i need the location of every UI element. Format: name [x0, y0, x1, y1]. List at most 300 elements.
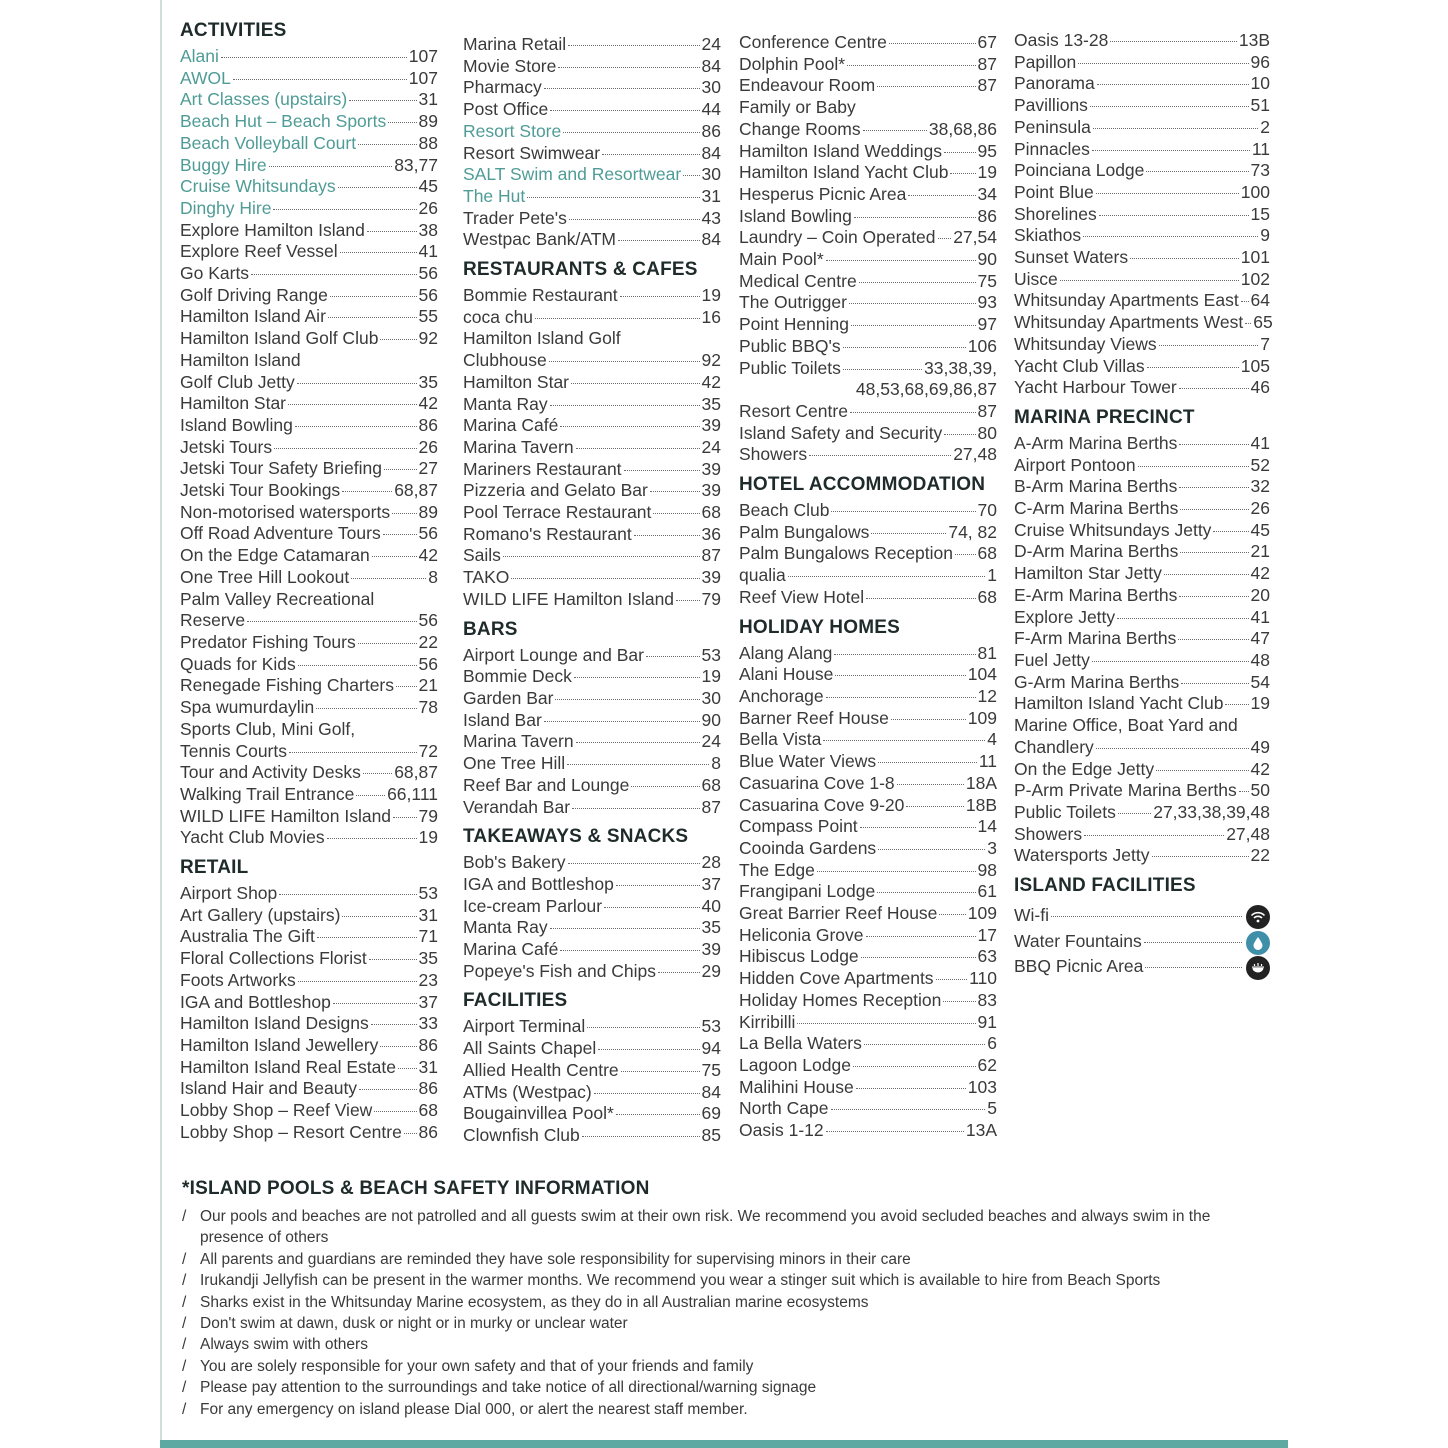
entry-name: Bougainvillea Pool* — [463, 1103, 614, 1124]
dot-leader — [371, 1024, 417, 1025]
dot-leader — [587, 1027, 699, 1028]
entry-name: Lagoon Lodge — [739, 1054, 851, 1075]
entry-page-number: 63 — [977, 946, 997, 967]
dot-leader — [646, 656, 700, 657]
dot-leader — [298, 665, 417, 666]
dot-leader — [908, 195, 975, 196]
entry-name: Malihini House — [739, 1076, 854, 1097]
entry-name: Allied Health Centre — [463, 1059, 619, 1080]
dot-leader — [233, 79, 407, 80]
entry-name: Popeye's Fish and Chips — [463, 960, 657, 981]
index-entry — [180, 1057, 438, 1079]
index-entry — [1014, 672, 1270, 694]
safety-item — [182, 1270, 1262, 1291]
dot-leader — [327, 838, 417, 839]
entry-page-number: 35 — [701, 393, 721, 414]
dot-leader — [358, 144, 416, 145]
entry-page-number: 4 — [987, 729, 997, 750]
dot-leader — [616, 885, 700, 886]
dot-leader — [372, 556, 417, 557]
entry-page-number: 87 — [977, 75, 997, 96]
index-entry — [1014, 650, 1270, 672]
entry-page-number: 79 — [701, 588, 721, 609]
dot-leader — [850, 412, 976, 413]
index-entry — [180, 883, 438, 905]
entry-name: Great Barrier Reef House — [739, 903, 938, 924]
entry-page-number: 51 — [1250, 95, 1270, 116]
index-entry — [463, 77, 721, 99]
entry-name: Resort Swimwear — [463, 142, 601, 163]
entry-page-number: 107 — [408, 46, 438, 66]
dot-leader — [616, 1114, 700, 1115]
entry-page-number: 37 — [701, 873, 721, 894]
dot-leader — [602, 154, 699, 155]
dot-leader — [906, 806, 963, 807]
entry-name: Garden Bar — [463, 687, 554, 708]
dot-leader — [877, 892, 975, 893]
entry-name: Water Fountains — [1014, 930, 1142, 951]
index-entry — [463, 1125, 721, 1147]
dot-leader — [295, 426, 417, 427]
index-entry — [463, 1060, 721, 1082]
index-entry — [1014, 225, 1270, 247]
index-entry — [739, 206, 997, 228]
entry-page-number: 64 — [1250, 290, 1270, 311]
entry-page-number: 37 — [418, 991, 438, 1012]
safety-item-text: Always swim with others — [200, 1336, 368, 1354]
entry-page-number: 39 — [701, 458, 721, 479]
section-heading: HOLIDAY HOMES — [739, 616, 900, 638]
entry-name: Hesperus Picnic Area — [739, 183, 907, 204]
entry-name: Movie Store — [463, 55, 557, 76]
entry-name: Yacht Club Villas — [1014, 355, 1145, 376]
entry-name: AWOL — [180, 67, 231, 88]
dot-leader — [826, 1131, 964, 1132]
entry-name: Pool Terrace Restaurant — [463, 502, 652, 523]
index-entry — [739, 708, 997, 730]
dot-leader — [367, 231, 417, 232]
dot-leader — [849, 303, 976, 304]
index-entry — [180, 372, 438, 394]
index-entry — [463, 143, 721, 165]
index-entry — [463, 589, 721, 611]
entry-name: Bob's Bakery — [463, 852, 566, 873]
entry-name: Cooinda Gardens — [739, 837, 877, 858]
dot-leader — [1051, 916, 1242, 917]
entry-name: Bommie Restaurant — [463, 285, 618, 306]
dot-leader — [1180, 509, 1248, 510]
dot-leader — [576, 742, 700, 743]
dot-leader — [1145, 967, 1242, 968]
index-entry — [739, 401, 997, 423]
entry-name: Frangipani Lodge — [739, 881, 876, 902]
entry-name: Verandah Bar — [463, 796, 571, 817]
index-entry — [739, 1077, 997, 1099]
safety-item — [182, 1206, 1262, 1249]
entry-page-number: 110 — [969, 968, 997, 989]
index-entry — [180, 610, 438, 632]
index-entry — [739, 664, 997, 686]
entry-page-number: 93 — [977, 292, 997, 313]
dot-leader — [274, 448, 416, 449]
dot-leader — [834, 654, 975, 655]
safety-item — [182, 1399, 1262, 1420]
index-entry — [180, 415, 438, 437]
dot-leader — [342, 491, 392, 492]
dot-leader — [1092, 150, 1250, 151]
index-entry — [739, 54, 997, 76]
dot-leader — [340, 252, 417, 253]
dot-leader — [273, 209, 416, 210]
entry-page-number: 87 — [701, 796, 721, 817]
entry-name: Marina Tavern — [463, 436, 574, 457]
dot-leader — [558, 67, 699, 68]
entry-name: P-Arm Private Marina Berths — [1014, 780, 1237, 801]
dot-leader — [1078, 63, 1248, 64]
dot-leader — [396, 686, 417, 687]
entry-name: Mariners Restaurant — [463, 458, 622, 479]
entry-page-number: 27,54 — [953, 227, 997, 248]
index-column-3 — [739, 32, 997, 1142]
bullet-slash: / — [182, 1272, 187, 1290]
dot-leader — [549, 361, 700, 362]
entry-page-number: 68,87 — [394, 762, 438, 783]
entry-name: Reserve — [180, 610, 246, 631]
entry-name: C-Arm Marina Berths — [1014, 498, 1179, 519]
index-entry — [1014, 30, 1270, 52]
dot-leader — [571, 383, 700, 384]
entry-name: TAKO — [463, 567, 510, 588]
index-entry — [180, 762, 438, 784]
dot-leader — [333, 1003, 417, 1004]
entry-name: Airport Terminal — [463, 1016, 586, 1037]
entry-page-number: 86 — [701, 120, 721, 141]
index-entry — [1014, 182, 1270, 204]
dot-leader — [1147, 367, 1239, 368]
entry-page-number: 89 — [418, 501, 438, 522]
entry-name: Sails — [463, 545, 501, 566]
index-entry — [463, 285, 721, 307]
index-entry-continuation: Sports Club, Mini Golf, — [180, 718, 356, 739]
dot-leader — [1083, 236, 1258, 237]
entry-page-number: 41 — [418, 241, 438, 262]
dot-leader — [369, 959, 417, 960]
entry-name: WILD LIFE Hamilton Island — [180, 805, 392, 826]
entry-name: Go Karts — [180, 263, 250, 284]
dot-leader — [676, 600, 699, 601]
safety-item-text: Our pools and beaches are not patrolled and all guests swim at their own risk. We recommend you avoid secluded beaches and always swim in the presence of others — [200, 1208, 1211, 1247]
dot-leader — [1144, 942, 1242, 943]
dot-leader — [351, 578, 426, 579]
index-entry — [463, 1082, 721, 1104]
entry-name: Tennis Courts — [180, 740, 287, 761]
index-column-1 — [180, 20, 438, 1143]
safety-item — [182, 1356, 1262, 1377]
entry-page-number: 43 — [701, 207, 721, 228]
dot-leader — [856, 1088, 966, 1089]
dot-leader — [560, 950, 699, 951]
entry-page-number: 84 — [701, 142, 721, 163]
dot-leader — [939, 914, 965, 915]
dot-leader — [356, 795, 385, 796]
entry-page-number: 18B — [965, 794, 997, 815]
directory-page — [160, 0, 1290, 1446]
index-entry — [180, 632, 438, 654]
safety-list — [182, 1206, 1262, 1420]
index-entry — [1014, 204, 1270, 226]
entry-page-number: 46 — [1250, 377, 1270, 398]
entry-name: Beach Volleyball Court — [180, 132, 357, 153]
index-entry — [739, 587, 997, 609]
index-entry — [463, 56, 721, 78]
entry-name: Reef Bar and Lounge — [463, 774, 630, 795]
index-entry — [463, 775, 721, 797]
index-entry — [180, 697, 438, 719]
entry-name: Island Hair and Beauty — [180, 1078, 358, 1099]
entry-name: G-Arm Marina Berths — [1014, 671, 1180, 692]
dot-leader — [1110, 41, 1237, 42]
entry-name: One Tree Hill — [463, 753, 566, 774]
entry-name: Pavillions — [1014, 95, 1088, 116]
dot-leader — [544, 88, 700, 89]
entry-name: Endeavour Room — [739, 75, 876, 96]
entry-page-number: 6 — [987, 1033, 997, 1054]
dot-leader — [878, 849, 985, 850]
index-entry-continuation: 48,53,68,69,86,87 — [855, 379, 997, 400]
entry-name: Fuel Jetty — [1014, 649, 1090, 670]
index-entry — [180, 948, 438, 970]
index-entry — [180, 806, 438, 828]
safety-heading: *ISLAND POOLS & BEACH SAFETY INFORMATION — [182, 1178, 650, 1199]
dot-leader — [374, 1111, 416, 1112]
index-entry — [739, 751, 997, 773]
index-entry — [739, 946, 997, 968]
index-entry — [180, 1035, 438, 1057]
dot-leader — [1090, 106, 1249, 107]
bullet-slash: / — [182, 1336, 187, 1354]
index-entry — [463, 480, 721, 502]
index-entry-continuation: Hamilton Island — [180, 349, 301, 370]
entry-page-number: 68 — [701, 774, 721, 795]
index-entry — [180, 437, 438, 459]
entry-name: Manta Ray — [463, 393, 548, 414]
entry-page-number: 83 — [977, 989, 997, 1010]
dot-leader — [297, 383, 417, 384]
entry-name: Uisce — [1014, 268, 1058, 289]
entry-name: Island Safety and Security — [739, 422, 943, 443]
entry-page-number: 85 — [701, 1124, 721, 1145]
dot-leader — [380, 1046, 416, 1047]
entry-name: Peninsula — [1014, 116, 1091, 137]
entry-name: Island Bar — [463, 709, 542, 730]
dot-leader — [1179, 487, 1248, 488]
dot-leader — [1096, 748, 1249, 749]
entry-page-number: 55 — [418, 306, 438, 327]
entry-page-number: 39 — [701, 939, 721, 960]
dot-leader — [316, 708, 416, 709]
entry-name: Tour and Activity Desks — [180, 762, 361, 783]
bullet-slash: / — [182, 1293, 187, 1311]
dot-leader — [604, 907, 699, 908]
index-entry — [463, 688, 721, 710]
dot-leader — [631, 786, 699, 787]
entry-page-number: 96 — [1250, 51, 1270, 72]
index-entry — [463, 394, 721, 416]
index-entry — [739, 968, 997, 990]
index-entry — [463, 208, 721, 230]
entry-page-number: 39 — [701, 567, 721, 588]
entry-name: Medical Centre — [739, 270, 857, 291]
entry-name: Hamilton Island Real Estate — [180, 1056, 396, 1077]
dot-leader — [859, 282, 976, 283]
entry-page-number: 47 — [1250, 628, 1270, 649]
dot-leader — [1118, 813, 1151, 814]
entry-page-number: 86 — [418, 1121, 438, 1142]
dot-leader — [831, 511, 975, 512]
entry-page-number: 66,111 — [387, 783, 438, 804]
entry-name: Main Pool* — [739, 249, 824, 270]
dot-leader — [1060, 280, 1239, 281]
index-entry — [1014, 693, 1270, 715]
entry-page-number: 19 — [418, 827, 438, 848]
entry-name: Predator Fishing Tours — [180, 631, 356, 652]
entry-page-number: 30 — [701, 164, 721, 185]
entry-page-number: 28 — [701, 852, 721, 873]
entry-page-number: 16 — [701, 306, 721, 327]
entry-name: Point Henning — [739, 314, 849, 335]
entry-page-number: 109 — [967, 707, 997, 728]
index-entry — [463, 121, 721, 143]
entry-name: Oasis 13-28 — [1014, 30, 1109, 50]
entry-name: Panorama — [1014, 73, 1095, 94]
section-heading: HOTEL ACCOMMODATION — [739, 474, 986, 496]
index-entry — [180, 68, 438, 90]
entry-page-number: 42 — [1250, 563, 1270, 584]
index-entry — [180, 675, 438, 697]
entry-name: North Cape — [739, 1098, 829, 1119]
bullet-slash: / — [182, 1400, 187, 1418]
entry-page-number: 50 — [1250, 780, 1270, 801]
dot-leader — [843, 347, 966, 348]
entry-name: Bella Vista — [739, 729, 822, 750]
dot-leader — [658, 972, 700, 973]
entry-name: coca chu — [463, 306, 534, 327]
entry-page-number: 45 — [1250, 519, 1270, 540]
index-entry — [1014, 628, 1270, 650]
entry-page-number: 40 — [701, 895, 721, 916]
entry-page-number: 31 — [418, 904, 438, 925]
entry-page-number: 36 — [701, 523, 721, 544]
entry-name: Sunset Waters — [1014, 247, 1129, 268]
dot-leader — [349, 100, 416, 101]
index-entry — [180, 1122, 438, 1144]
index-entry — [739, 1033, 997, 1055]
entry-page-number: 84 — [701, 55, 721, 76]
entry-name: Beach Hut – Beach Sports — [180, 111, 387, 132]
dot-leader — [1092, 661, 1249, 662]
entry-page-number: 29 — [701, 960, 721, 981]
dot-leader — [393, 817, 416, 818]
entry-page-number: 14 — [977, 816, 997, 837]
dot-leader — [943, 1001, 975, 1002]
entry-page-number: 84 — [701, 229, 721, 250]
entry-page-number: 22 — [1250, 845, 1270, 866]
entry-name: Hidden Cove Apartments — [739, 968, 934, 989]
entry-page-number: 81 — [977, 642, 997, 663]
entry-name: Post Office — [463, 99, 549, 120]
entry-page-number: 33,38,39, — [924, 357, 997, 378]
index-entry — [463, 917, 721, 939]
index-entry — [463, 437, 721, 459]
index-entry — [463, 710, 721, 732]
index-entry — [180, 176, 438, 198]
dot-leader — [1096, 193, 1239, 194]
index-entry — [180, 263, 438, 285]
dot-leader — [826, 260, 976, 261]
entry-page-number: 32 — [1250, 476, 1270, 497]
dot-leader — [572, 808, 700, 809]
entry-name: Airport Shop — [180, 883, 278, 904]
dot-leader — [359, 1089, 416, 1090]
dot-leader — [620, 296, 700, 297]
bullet-slash: / — [182, 1250, 187, 1268]
dot-leader — [279, 894, 416, 895]
index-entry — [1014, 117, 1270, 139]
entry-page-number: 83,77 — [394, 154, 438, 175]
entry-page-number: 97 — [977, 314, 997, 335]
dot-leader — [594, 1093, 700, 1094]
entry-page-number: 21 — [1250, 541, 1270, 562]
entry-name: E-Arm Marina Berths — [1014, 584, 1178, 605]
entry-name: Lobby Shop – Resort Centre — [180, 1121, 402, 1142]
entry-page-number: 80 — [977, 422, 997, 443]
dot-leader — [383, 534, 417, 535]
dot-leader — [1179, 444, 1248, 445]
bbq-icon — [1246, 956, 1270, 980]
index-entry-continuation: Hamilton Island Golf — [463, 328, 621, 349]
entry-page-number: 86 — [418, 1034, 438, 1055]
entry-name: Palm Bungalows Reception — [739, 543, 954, 564]
index-entry — [463, 939, 721, 961]
entry-page-number: 35 — [418, 371, 438, 392]
entry-page-number: 61 — [977, 881, 997, 902]
entry-page-number: 18A — [965, 772, 997, 793]
dot-leader — [1179, 596, 1248, 597]
dot-leader — [298, 981, 417, 982]
index-entry — [739, 773, 997, 795]
index-entry — [739, 292, 997, 314]
index-entry — [180, 523, 438, 545]
dot-leader — [843, 369, 922, 370]
bullet-slash: / — [182, 1315, 187, 1333]
entry-name: Hamilton Island Jewellery — [180, 1034, 379, 1055]
entry-name: Jetski Tour Safety Briefing — [180, 458, 382, 479]
index-entry — [739, 500, 997, 522]
safety-item — [182, 1292, 1262, 1313]
dot-leader — [809, 455, 951, 456]
entry-page-number: 44 — [701, 99, 721, 120]
entry-name: Point Blue — [1014, 181, 1094, 202]
entry-name: SALT Swim and Resortwear — [463, 164, 682, 185]
entry-page-number: 104 — [967, 664, 997, 685]
entry-page-number: 30 — [701, 77, 721, 98]
dot-leader — [363, 773, 392, 774]
entry-page-number: 2 — [1260, 116, 1270, 137]
entry-page-number: 98 — [977, 859, 997, 880]
safety-item-text: Don't swim at dawn, dusk or night or in murky or unclear water — [200, 1315, 628, 1333]
dot-leader — [618, 240, 700, 241]
entry-name: Australia The Gift — [180, 926, 315, 947]
